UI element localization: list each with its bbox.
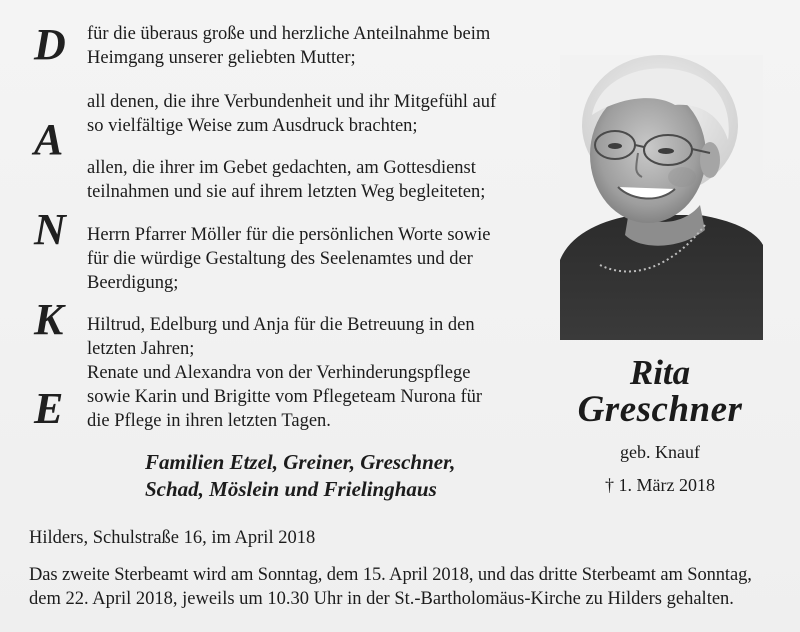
danke-letter-e: E: [34, 384, 64, 433]
paragraph-line: all denen, die ihre Verbundenheit und ihr Mitgefühl auf: [87, 92, 497, 112]
paragraph-line: Beerdigung;: [87, 273, 179, 293]
deceased-name-block: [540, 355, 780, 496]
paragraph-line: so vielfältige Weise zum Ausdruck brachten;: [87, 116, 418, 136]
death-date: † 1. März 2018: [605, 475, 715, 495]
thanks-paragraph-1: [87, 22, 537, 70]
paragraph-line: letzten Jahren;: [87, 339, 195, 359]
paragraph-line: Herrn Pfarrer Möller für die persönlichen Worte sowie: [87, 225, 491, 245]
service-notice-line: dem 22. April 2018, jeweils um 10.30 Uhr in der St.-Bartholomäus-Kirche zu Hilders gehalten.: [29, 589, 734, 609]
paragraph-line: Heimgang unserer geliebten Mutter;: [87, 48, 356, 68]
families-line: Schad, Möslein und Frielinghaus: [145, 477, 437, 501]
thanks-paragraph-4: [87, 223, 537, 295]
thanks-paragraph-5: [87, 313, 537, 433]
maiden-name: geb. Knauf: [620, 442, 700, 462]
thanks-paragraph-2: [87, 90, 537, 138]
paragraph-line: für die überaus große und herzliche Anteilnahme beim: [87, 24, 491, 44]
paragraph-line: Hiltrud, Edelburg und Anja für die Betreuung in den: [87, 315, 475, 335]
paragraph-line: teilnahmen und sie auf ihrem letzten Weg begleiteten;: [87, 182, 486, 202]
danke-letter-n: N: [34, 205, 66, 254]
service-notice-line: Das zweite Sterbeamt wird am Sonntag, dem 15. April 2018, und das dritte Sterbeamt am Sonntag,: [29, 565, 752, 585]
danke-letter-d: D: [34, 20, 66, 69]
paragraph-line: die Pflege in ihren letzten Tagen.: [87, 411, 331, 431]
paragraph-line: allen, die ihrer im Gebet gedachten, am Gottesdienst: [87, 158, 476, 178]
deceased-last-name: Greschner: [577, 389, 743, 430]
danke-letter-k: K: [34, 295, 64, 344]
portrait-illustration: [560, 55, 763, 340]
thanks-paragraph-3: [87, 156, 537, 204]
paragraph-line: Renate und Alexandra von der Verhinderungspflege: [87, 363, 471, 383]
location-date: Hilders, Schulstraße 16, im April 2018: [29, 528, 316, 548]
families-line: Familien Etzel, Greiner, Greschner,: [145, 450, 456, 474]
paragraph-line: für die würdige Gestaltung des Seelenamtes und der: [87, 249, 473, 269]
paragraph-line: sowie Karin und Brigitte vom Pflegeteam Nurona für: [87, 387, 483, 407]
portrait-photo: [560, 55, 763, 340]
danke-letter-a: A: [34, 115, 64, 164]
families-signature: [145, 449, 505, 503]
deceased-first-name: Rita: [629, 353, 691, 392]
